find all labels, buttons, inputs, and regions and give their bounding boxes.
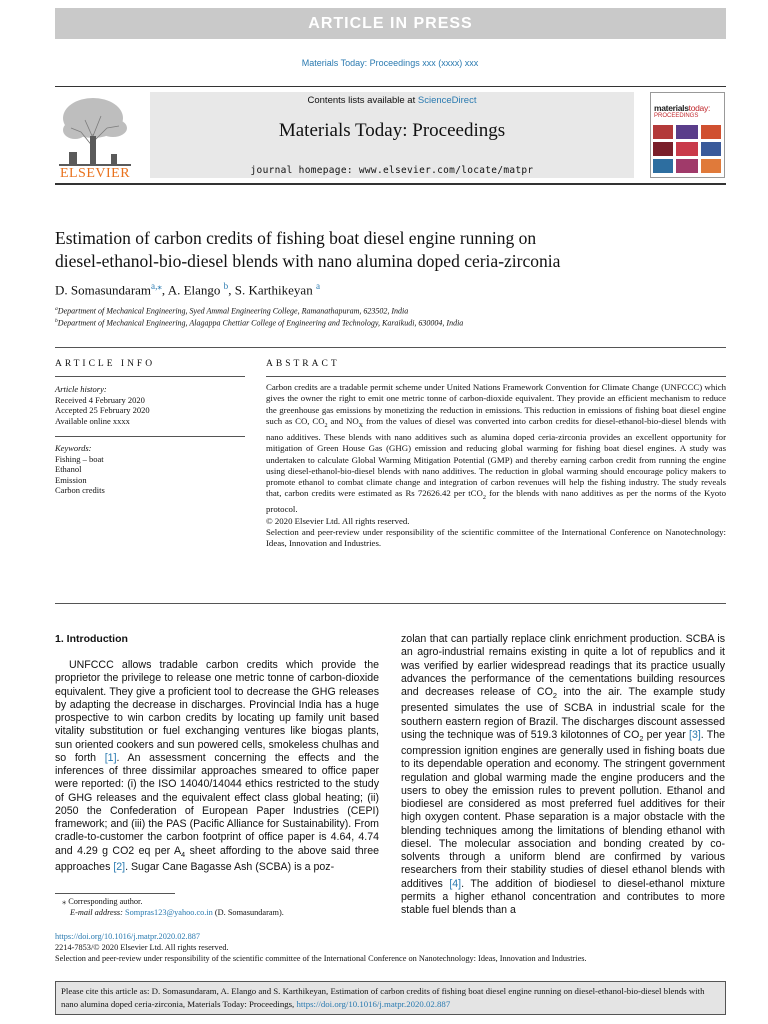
article-title: Estimation of carbon credits of fishing boat diesel engine running on diesel-ethanol-bio-diesel blends with nano alumina doped ceria-zirconia: [55, 228, 561, 271]
author-name: S. Karthikeyan: [234, 282, 313, 298]
intro-column-right: zolan that can partially replace clink enrichment production. SCBA is an agro-industrial remains existing in quite a lot of republics and it was verified by earlier widespread readings that its practice usually advances the performance of the cementations building resources and decreases release of $CO_2$ into the air. The example study presented simulates the use of SCBA in industrial scale for the southern eastern region of Brazil. The discharges discount assessed using the technique was of 519.3 kilotonnes of $CO_2$ per year [3]. The compression ignition engines are generally used in fishing boats due to its dependable operation and economy. The stringent government regulation and global warming made the engine producers and the users to obey the emission rules to prevent pollution. Ethanol and biodiesel are considered as most preferred fuel additives for their high oxygen content. Phase separation is a major obstacle with the blending techniques among the limitations of blending ethanol with diesel. The molecular association and bonding created by co-solvents through a uniform blend are confirmed by various researchers from their stability studies of diesel ethanol blends with additives [4]. The addition of biodiesel to diesel-ethanol mixture permits a higher ethanol concentration and contributes to more stable fuel blends than a: [401, 633, 726, 917]
footnote-rule: [55, 893, 175, 894]
author-affil-link[interactable]: a: [315, 281, 320, 291]
section-heading-introduction: 1. Introduction: [55, 633, 128, 645]
keywords-rule: [55, 436, 245, 437]
journal-citation-link[interactable]: Materials Today: Proceedings xxx (xxxx) xxx: [301, 58, 479, 68]
abstract-copyright: © 2020 Elsevier Ltd. All rights reserved.: [266, 515, 410, 526]
keyword: Emission: [55, 474, 87, 485]
citation-link[interactable]: [1]: [104, 751, 117, 764]
cover-image-grid-icon: [651, 123, 724, 177]
author-affil-link[interactable]: b: [223, 281, 229, 291]
affiliation-rule: [55, 347, 726, 348]
corresponding-author-note: ⁎ Corresponding author.: [62, 897, 143, 906]
cover-brand: materialstoday:: [654, 103, 710, 113]
elsevier-logo[interactable]: [55, 92, 135, 180]
article-in-press-banner: ARTICLE IN PRESS: [55, 8, 726, 39]
journal-homepage[interactable]: journal homepage: www.elsevier.com/locate/matpr: [250, 165, 534, 176]
citation-link[interactable]: [2]: [113, 860, 126, 873]
bottom-peer-review: Selection and peer-review under responsibility of the scientific committee of the International Conference on Nanotechnology: Ideas, Innovation and Industries.: [55, 954, 587, 963]
issn-line: 2214-7853/© 2020 Elsevier Ltd. All rights reserved.: [55, 943, 229, 952]
journal-header: [150, 92, 634, 178]
abstract-body: Carbon credits are a tradable permit scheme under United Nations Framework Convention for Climate Change (UNFCCC) which gives the owner the right to emit one metric tonne of carbon-dioxide equivalent. They provide an efficient mechanism to reduce the greenhouse gas emissions by monetizing the reduction in emissions. This reduction in emissions of fishing boat diesel engine such as CO, $CO_2$ and $NO_X$ from the values of diesel was converted into carbon credits for diesel-ethanol-bio-diesel blends with nano additives. These blends with nano additives such as alumina doped ceria-zirconia provides an excellent opportunity for mitigation of Green House Gas (GHG) emission and reducing global warming for fishing boat diesel engines. A study was undertaken to calculate Global Warming Mitigation Potential (GMP) and thereby earning carbon credit from running the engine using diesel-ethanol-bio-diesel blends with nano additives. The reduction in global warming should encourage policy makers to promote ethanol to combat climate change and integration of carbon revenues will help the fishing industry. The study reveals that, carbon credits were estimated as Rs 72626.42 per tCO$_2$ for the blends with nano additives as per the norms of the Kyoto protocol. © 2020 Elsevier Ltd. All rights reserved. Selection and peer-review under responsibility of the scientific committee of the International Conference on Nanotechnology: Ideas, Innovation and Industries.: [266, 382, 726, 549]
journal-title: Materials Today: Proceedings: [278, 120, 506, 141]
abstract-rule: [266, 376, 726, 377]
elsevier-wordmark: ELSEVIER: [59, 166, 131, 181]
header-top-rule: [55, 86, 726, 87]
author-name: A. Elango: [167, 282, 221, 298]
affiliation-a: $^a$Department of Mechanical Engineering, Syed Ammal Engineering College, Ramanathapuram, 623502, India: [55, 306, 409, 316]
author-name: D. Somasundaram: [55, 282, 152, 298]
please-cite-box: Please cite this article as: D. Somasundaram, A. Elango and S. Karthikeyan, Estimation of carbon credits of fishing boat diesel engine running on diesel-ethanol-bio-diesel blends with nano alumina doped ceria-zirconia, Materials Today: Proceedings, https://doi.org/10.1016/j.matpr.2020.02.887: [55, 981, 726, 1015]
citation-link[interactable]: [3]: [689, 728, 701, 741]
author-list: D. Somasundaram$^{a,⁎}$, A. Elango $^b$, S. Karthikeyan $^a$: [55, 281, 320, 298]
journal-cover-thumbnail[interactable]: [650, 92, 725, 178]
author-affil-link[interactable]: a,⁎: [151, 281, 162, 291]
article-info-heading: ARTICLE INFO: [55, 359, 156, 369]
citation-link[interactable]: [4]: [449, 877, 462, 890]
cover-subtitle: PROCEEDINGS: [654, 113, 699, 119]
keywords: Keywords: Fishing – boat Ethanol Emission Carbon credits: [55, 443, 245, 496]
keyword: Carbon credits: [55, 485, 105, 495]
journal-citation-line[interactable]: [0, 58, 768, 68]
keyword: Fishing – boat: [55, 453, 104, 464]
article-info-rule: [55, 376, 245, 377]
article-history: Article history: Received 4 February 2020 Accepted 25 February 2020 Available online xxxx: [55, 384, 150, 426]
keyword: Ethanol: [55, 464, 82, 474]
email-link[interactable]: Sompras123@yahoo.co.in: [125, 908, 213, 917]
header-bottom-rule: [55, 183, 726, 185]
doi-link[interactable]: https://doi.org/10.1016/j.matpr.2020.02.887: [55, 932, 201, 941]
intro-column-left: UNFCCC allows tradable carbon credits which provide the proprietor the privilege to release one metric tonne of carbon-dioxide equivalent. They give a proficient tool to decrease the GHG releases by adapting the decrease in discharges. Provincial India has a huge prospective to win carbon credits by locating up family unit based vitality substitution or fuel exchanging ventures like biogas plants, sun oriented cookers and sun powered cells, smokeless chulhas and so forth [1]. An assessment concerning the effects and the inferences of three dissimilar approaches smeared to office paper were reported: (i) the ISO 14040/14044 ethics restricted to the study of GHG releases and the equivalent effect class global heating; (ii) 2050 the Confederation of European Paper Industries (CEPI) framework; and (iii) the PAS (Pacific Alliance for Sustainability). From cradle-to-customer the carbon footprint of office paper is 4.64, 4.74 and 4.29 g CO2 eq per $A_4$ sheet affording to the above said three approaches [2]. Sugar Cane Bagasse Ash (SCBA) is a poz-: [55, 659, 379, 873]
cite-doi-link[interactable]: https://doi.org/10.1016/j.matpr.2020.02.887: [296, 998, 451, 1009]
affiliation-b: $^b$Department of Mechanical Engineering, Alagappa Chettiar College of Engineering and Technology, Karaikudi, 630004, India: [55, 318, 464, 328]
abstract-heading: ABSTRACT: [266, 359, 340, 369]
email-note: E-mail address: Sompras123@yahoo.co.in (D. Somasundaram).: [70, 908, 284, 917]
abstract-peer-review: Selection and peer-review under responsibility of the scientific committee of the International Conference on Nanotechnology: Ideas, Innovation and Industries.: [266, 527, 726, 549]
contents-lists-line: Contents lists available at ScienceDirect: [307, 95, 477, 106]
abstract-bottom-rule: [55, 603, 726, 604]
sciencedirect-link[interactable]: ScienceDirect: [417, 95, 477, 106]
